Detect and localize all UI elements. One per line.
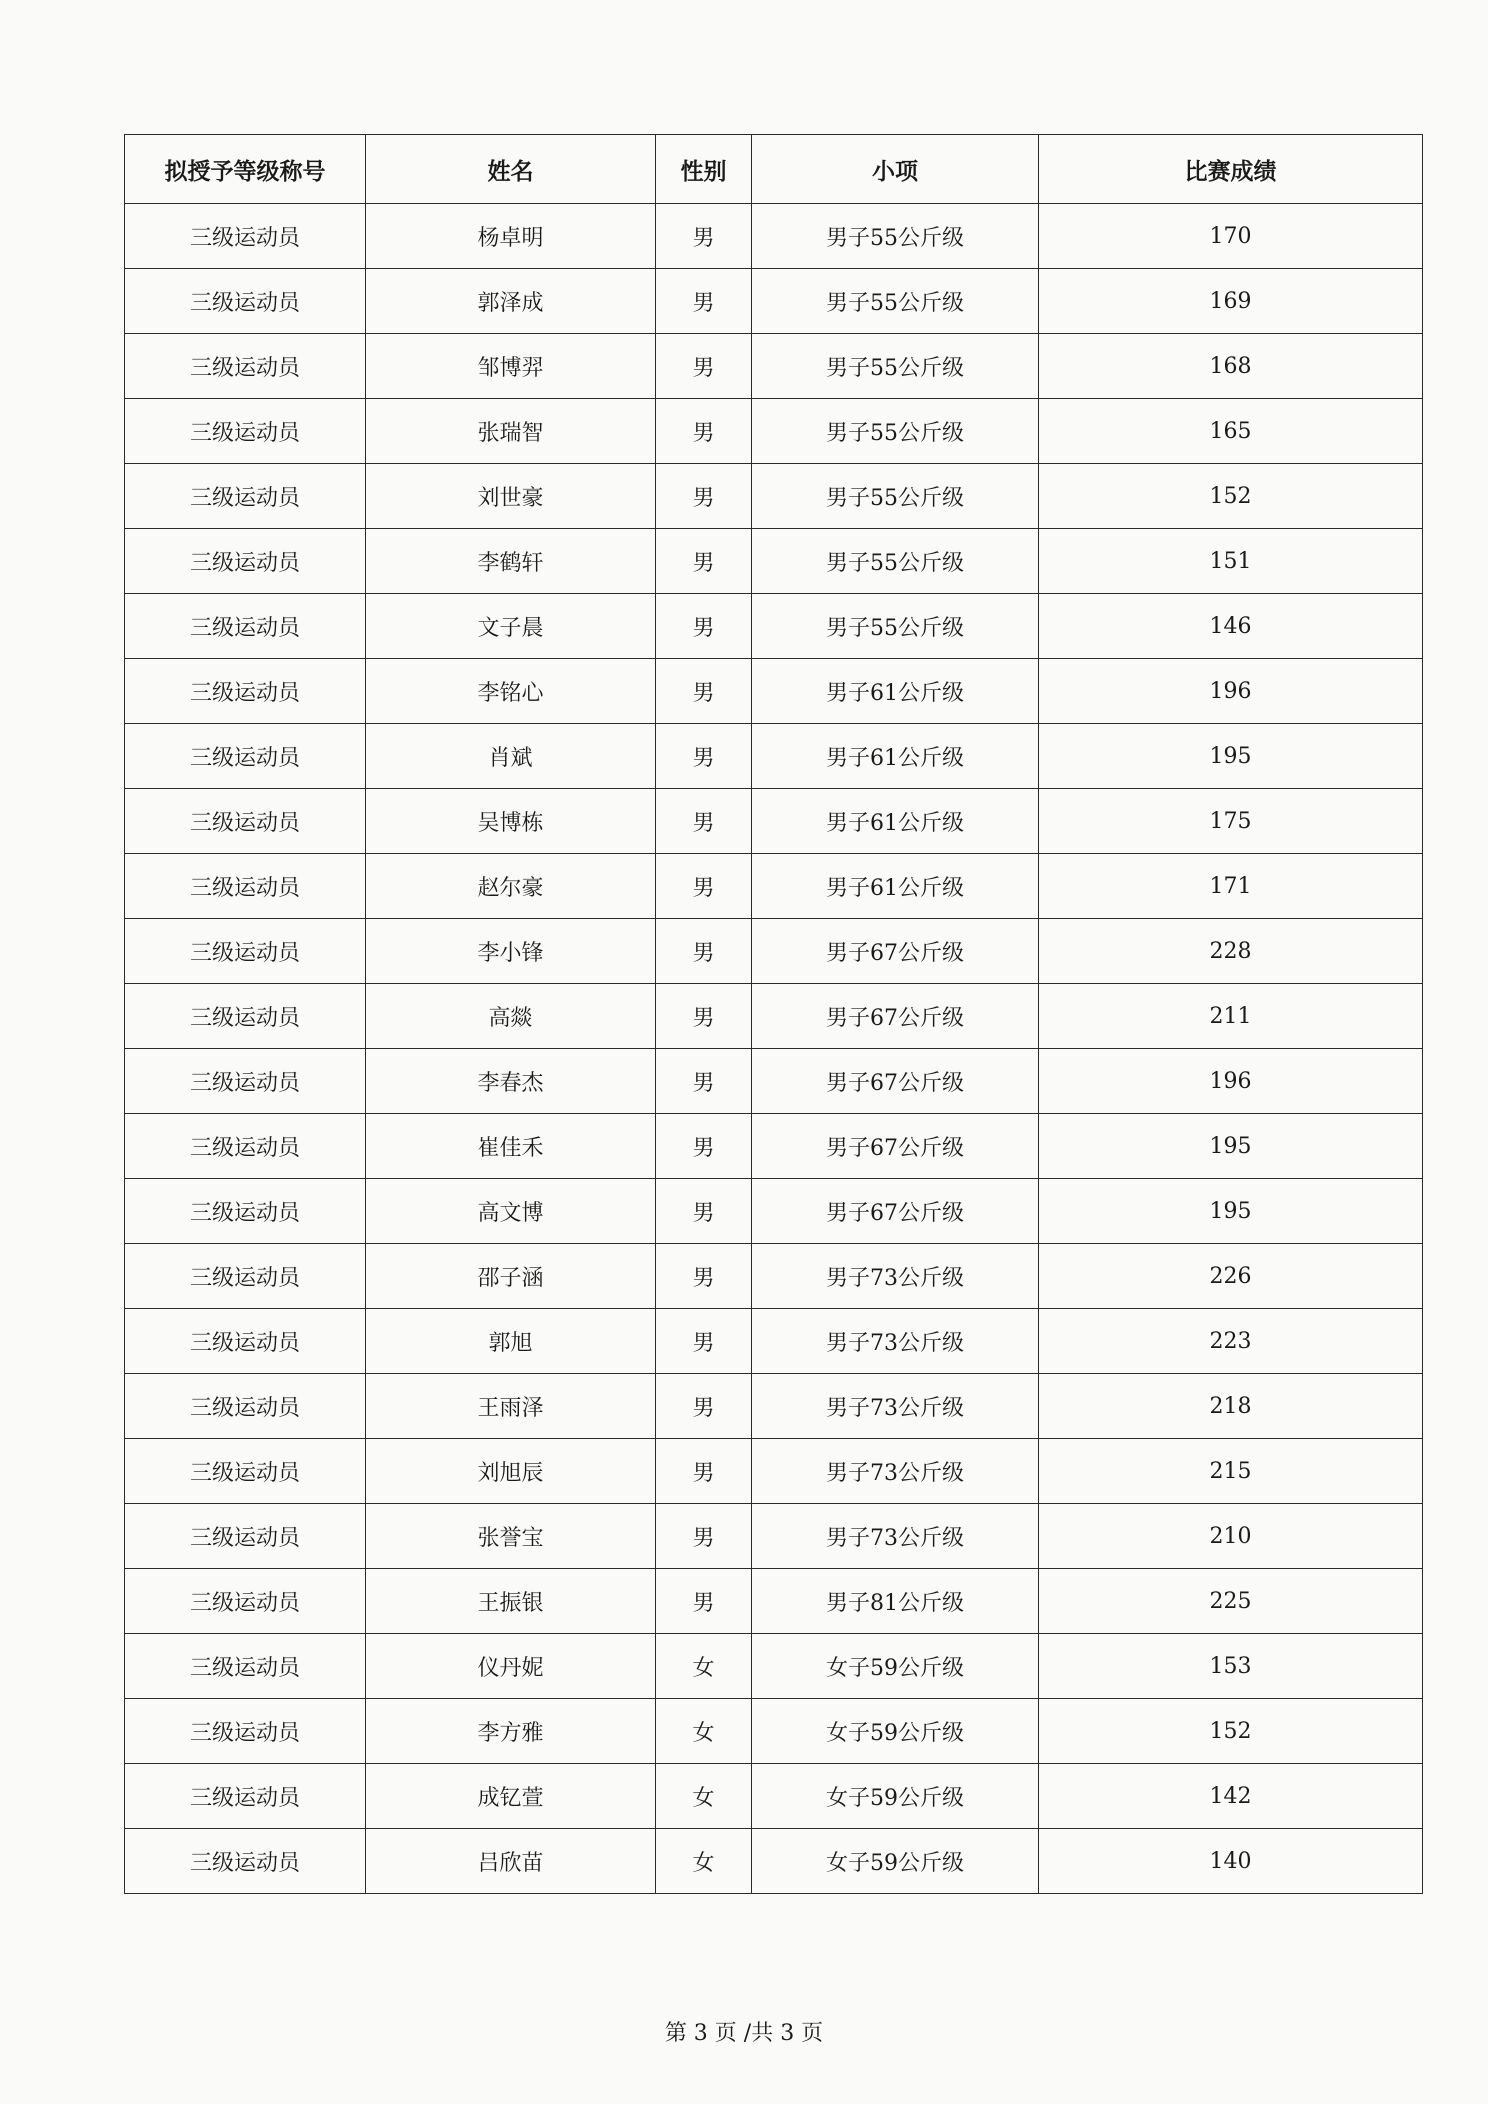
cell-gender: 男: [656, 724, 752, 789]
cell-name: 李鹤轩: [366, 529, 656, 594]
cell-score: 196: [1039, 1049, 1423, 1114]
cell-event: 男子55公斤级: [752, 399, 1039, 464]
cell-gender: 男: [656, 1309, 752, 1374]
cell-event: 男子73公斤级: [752, 1244, 1039, 1309]
cell-gender: 男: [656, 334, 752, 399]
cell-score: 152: [1039, 464, 1423, 529]
cell-rank-title: 三级运动员: [125, 984, 366, 1049]
cell-event: 男子61公斤级: [752, 789, 1039, 854]
cell-rank-title: 三级运动员: [125, 1504, 366, 1569]
cell-gender: 女: [656, 1764, 752, 1829]
cell-gender: 男: [656, 1569, 752, 1634]
cell-name: 成钇萱: [366, 1764, 656, 1829]
table-row: [125, 1179, 1423, 1244]
cell-name: 文子晨: [366, 594, 656, 659]
cell-rank-title: 三级运动员: [125, 854, 366, 919]
cell-score: 175: [1039, 789, 1423, 854]
table-row: [125, 334, 1423, 399]
cell-score: 151: [1039, 529, 1423, 594]
cell-event: 男子81公斤级: [752, 1569, 1039, 1634]
cell-name: 肖斌: [366, 724, 656, 789]
header-rank-title: 拟授予等级称号: [125, 135, 366, 204]
cell-gender: 男: [656, 1049, 752, 1114]
cell-name: 高燚: [366, 984, 656, 1049]
cell-name: 张誉宝: [366, 1504, 656, 1569]
cell-event: 男子61公斤级: [752, 659, 1039, 724]
cell-name: 李铭心: [366, 659, 656, 724]
cell-score: 211: [1039, 984, 1423, 1049]
cell-score: 152: [1039, 1699, 1423, 1764]
cell-name: 郭旭: [366, 1309, 656, 1374]
cell-gender: 女: [656, 1634, 752, 1699]
cell-rank-title: 三级运动员: [125, 269, 366, 334]
cell-gender: 男: [656, 854, 752, 919]
cell-score: 146: [1039, 594, 1423, 659]
cell-score: 170: [1039, 204, 1423, 269]
cell-event: 男子67公斤级: [752, 1114, 1039, 1179]
table-row: [125, 659, 1423, 724]
cell-rank-title: 三级运动员: [125, 1764, 366, 1829]
cell-gender: 男: [656, 789, 752, 854]
cell-rank-title: 三级运动员: [125, 659, 366, 724]
cell-rank-title: 三级运动员: [125, 1634, 366, 1699]
table-row: [125, 1309, 1423, 1374]
table-row: [125, 1439, 1423, 1504]
table-row: [125, 1764, 1423, 1829]
table-row: [125, 269, 1423, 334]
cell-name: 高文博: [366, 1179, 656, 1244]
table-row: [125, 464, 1423, 529]
cell-gender: 男: [656, 984, 752, 1049]
cell-rank-title: 三级运动员: [125, 1244, 366, 1309]
table-row: [125, 984, 1423, 1049]
table-row: [125, 1699, 1423, 1764]
table-row: [125, 724, 1423, 789]
cell-score: 169: [1039, 269, 1423, 334]
cell-gender: 男: [656, 464, 752, 529]
cell-event: 男子55公斤级: [752, 529, 1039, 594]
cell-gender: 男: [656, 594, 752, 659]
cell-score: 196: [1039, 659, 1423, 724]
cell-rank-title: 三级运动员: [125, 1374, 366, 1439]
table-row: [125, 399, 1423, 464]
cell-rank-title: 三级运动员: [125, 1179, 366, 1244]
cell-name: 王振银: [366, 1569, 656, 1634]
cell-gender: 女: [656, 1699, 752, 1764]
cell-score: 228: [1039, 919, 1423, 984]
table-row: [125, 1049, 1423, 1114]
cell-event: 男子55公斤级: [752, 594, 1039, 659]
cell-event: 男子55公斤级: [752, 464, 1039, 529]
cell-rank-title: 三级运动员: [125, 204, 366, 269]
cell-score: 195: [1039, 724, 1423, 789]
cell-event: 女子59公斤级: [752, 1764, 1039, 1829]
table-row: [125, 204, 1423, 269]
table-row: [125, 1244, 1423, 1309]
table-row: [125, 1569, 1423, 1634]
cell-event: 男子73公斤级: [752, 1309, 1039, 1374]
cell-gender: 男: [656, 1114, 752, 1179]
cell-gender: 男: [656, 399, 752, 464]
header-gender: 性别: [656, 135, 752, 204]
cell-rank-title: 三级运动员: [125, 1049, 366, 1114]
table-header-row: [125, 135, 1423, 204]
cell-rank-title: 三级运动员: [125, 1569, 366, 1634]
cell-event: 男子61公斤级: [752, 724, 1039, 789]
cell-name: 张瑞智: [366, 399, 656, 464]
cell-rank-title: 三级运动员: [125, 529, 366, 594]
cell-score: 140: [1039, 1829, 1423, 1894]
cell-score: 223: [1039, 1309, 1423, 1374]
cell-name: 李春杰: [366, 1049, 656, 1114]
cell-event: 男子67公斤级: [752, 1179, 1039, 1244]
cell-score: 142: [1039, 1764, 1423, 1829]
cell-gender: 男: [656, 659, 752, 724]
cell-rank-title: 三级运动员: [125, 1829, 366, 1894]
cell-name: 吴博栋: [366, 789, 656, 854]
cell-event: 女子59公斤级: [752, 1699, 1039, 1764]
cell-event: 男子73公斤级: [752, 1439, 1039, 1504]
cell-gender: 男: [656, 919, 752, 984]
cell-score: 195: [1039, 1114, 1423, 1179]
cell-gender: 男: [656, 1244, 752, 1309]
table-row: [125, 919, 1423, 984]
page-number: 第 3 页 /共 3 页: [664, 2021, 824, 2046]
cell-rank-title: 三级运动员: [125, 1309, 366, 1374]
cell-event: 男子67公斤级: [752, 1049, 1039, 1114]
cell-event: 男子55公斤级: [752, 269, 1039, 334]
table-row: [125, 1504, 1423, 1569]
cell-name: 邵子涵: [366, 1244, 656, 1309]
cell-name: 吕欣苗: [366, 1829, 656, 1894]
table-row: [125, 1634, 1423, 1699]
cell-event: 男子73公斤级: [752, 1374, 1039, 1439]
cell-score: 165: [1039, 399, 1423, 464]
cell-gender: 男: [656, 269, 752, 334]
cell-score: 215: [1039, 1439, 1423, 1504]
cell-name: 李方雅: [366, 1699, 656, 1764]
cell-gender: 男: [656, 204, 752, 269]
cell-name: 王雨泽: [366, 1374, 656, 1439]
table-row: [125, 1829, 1423, 1894]
cell-rank-title: 三级运动员: [125, 334, 366, 399]
header-score: 比赛成绩: [1039, 135, 1423, 204]
cell-gender: 男: [656, 1374, 752, 1439]
table-body: [125, 204, 1423, 1894]
cell-gender: 男: [656, 1504, 752, 1569]
cell-score: 225: [1039, 1569, 1423, 1634]
table-row: [125, 594, 1423, 659]
cell-gender: 男: [656, 1439, 752, 1504]
cell-score: 153: [1039, 1634, 1423, 1699]
table-row: [125, 529, 1423, 594]
header-name: 姓名: [366, 135, 656, 204]
cell-event: 男子67公斤级: [752, 919, 1039, 984]
cell-event: 男子61公斤级: [752, 854, 1039, 919]
cell-gender: 男: [656, 1179, 752, 1244]
cell-name: 崔佳禾: [366, 1114, 656, 1179]
cell-rank-title: 三级运动员: [125, 1699, 366, 1764]
cell-rank-title: 三级运动员: [125, 1114, 366, 1179]
cell-score: 168: [1039, 334, 1423, 399]
cell-rank-title: 三级运动员: [125, 919, 366, 984]
cell-gender: 男: [656, 529, 752, 594]
cell-name: 刘旭辰: [366, 1439, 656, 1504]
cell-event: 女子59公斤级: [752, 1634, 1039, 1699]
cell-rank-title: 三级运动员: [125, 1439, 366, 1504]
table-row: [125, 854, 1423, 919]
cell-event: 男子55公斤级: [752, 334, 1039, 399]
cell-score: 195: [1039, 1179, 1423, 1244]
cell-name: 郭泽成: [366, 269, 656, 334]
cell-rank-title: 三级运动员: [125, 724, 366, 789]
cell-name: 杨卓明: [366, 204, 656, 269]
cell-name: 刘世豪: [366, 464, 656, 529]
header-event: 小项: [752, 135, 1039, 204]
cell-event: 女子59公斤级: [752, 1829, 1039, 1894]
cell-score: 226: [1039, 1244, 1423, 1309]
cell-score: 210: [1039, 1504, 1423, 1569]
table-row: [125, 1374, 1423, 1439]
cell-rank-title: 三级运动员: [125, 399, 366, 464]
cell-name: 李小锋: [366, 919, 656, 984]
cell-score: 218: [1039, 1374, 1423, 1439]
cell-event: 男子67公斤级: [752, 984, 1039, 1049]
athlete-roster-table: [124, 134, 1423, 1894]
table-row: [125, 789, 1423, 854]
table-row: [125, 1114, 1423, 1179]
cell-score: 171: [1039, 854, 1423, 919]
cell-event: 男子73公斤级: [752, 1504, 1039, 1569]
cell-rank-title: 三级运动员: [125, 789, 366, 854]
cell-name: 赵尔豪: [366, 854, 656, 919]
cell-name: 邹博羿: [366, 334, 656, 399]
cell-gender: 女: [656, 1829, 752, 1894]
cell-rank-title: 三级运动员: [125, 594, 366, 659]
cell-event: 男子55公斤级: [752, 204, 1039, 269]
cell-name: 仪丹妮: [366, 1634, 656, 1699]
cell-rank-title: 三级运动员: [125, 464, 366, 529]
